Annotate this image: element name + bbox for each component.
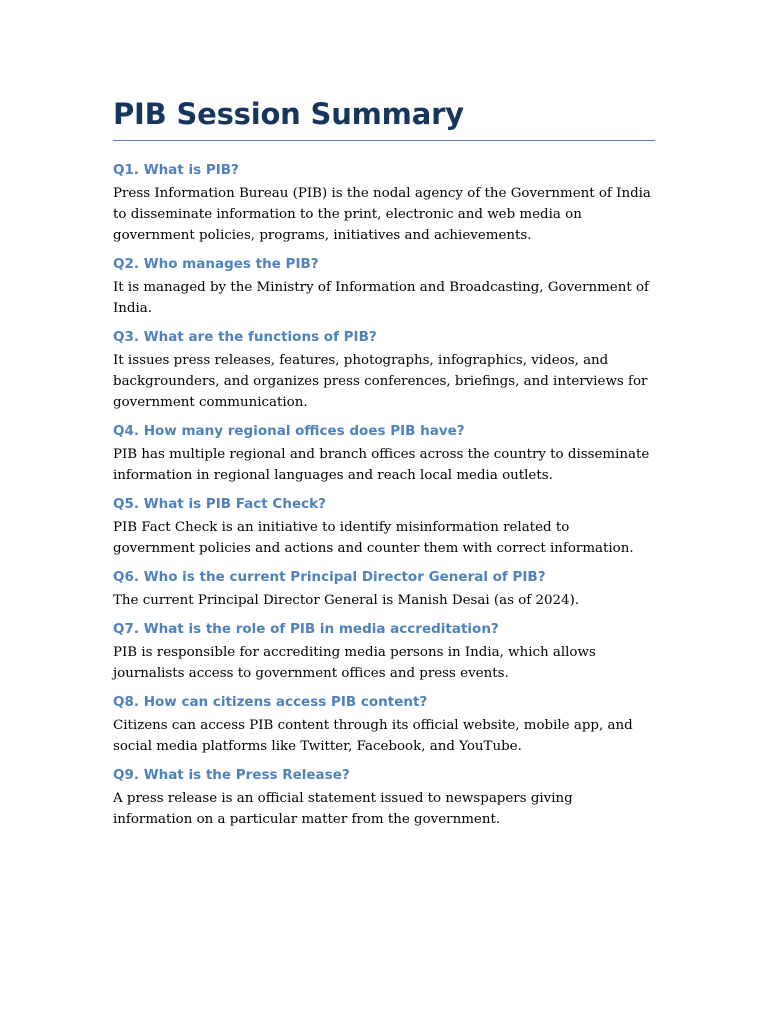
question-heading: Q4. How many regional offices does PIB have?	[113, 423, 465, 439]
qa-item-2	[113, 254, 655, 319]
answer-text: PIB has multiple regional and branch offices across the country to disseminate information in regional languages and reach local media outlets.	[113, 447, 650, 483]
answer-text: The current Principal Director General is Manish Desai (as of 2024).	[113, 593, 580, 608]
question-heading: Q6. Who is the current Principal Director General of PIB?	[113, 569, 546, 585]
qa-list	[113, 160, 655, 830]
qa-item-9	[113, 765, 655, 830]
answer-text: PIB is responsible for accrediting media persons in India, which allows journalists access to government offices and press events.	[113, 645, 596, 681]
document-page	[113, 94, 655, 838]
answer-text: Press Information Bureau (PIB) is the nodal agency of the Government of India to disseminate information to the print, electronic and web media on government policies, programs, initiatives and achievements.	[113, 186, 651, 243]
qa-item-3	[113, 327, 655, 413]
question-heading: Q1. What is PIB?	[113, 162, 239, 178]
qa-item-5	[113, 494, 655, 559]
question-heading: Q5. What is PIB Fact Check?	[113, 496, 326, 512]
answer-text: Citizens can access PIB content through its official website, mobile app, and social media platforms like Twitter, Facebook, and YouTube.	[113, 718, 633, 754]
answer-text: It issues press releases, features, photographs, infographics, videos, and backgrounders, and organizes press conferences, briefings, and interviews for government communication.	[113, 353, 648, 410]
qa-item-1	[113, 160, 655, 246]
question-heading: Q2. Who manages the PIB?	[113, 256, 319, 272]
question-heading: Q7. What is the role of PIB in media accreditation?	[113, 621, 499, 637]
question-heading: Q8. How can citizens access PIB content?	[113, 694, 428, 710]
qa-item-4	[113, 421, 655, 486]
answer-text: PIB Fact Check is an initiative to identify misinformation related to government policies and actions and counter them with correct information.	[113, 520, 634, 556]
qa-item-7	[113, 619, 655, 684]
question-heading: Q9. What is the Press Release?	[113, 767, 350, 783]
document-title: PIB Session Summary	[113, 94, 655, 141]
qa-item-8	[113, 692, 655, 757]
answer-text: A press release is an official statement issued to newspapers giving information on a particular matter from the government.	[113, 791, 573, 827]
qa-item-6	[113, 567, 655, 611]
answer-text: It is managed by the Ministry of Information and Broadcasting, Government of India.	[113, 280, 649, 316]
question-heading: Q3. What are the functions of PIB?	[113, 329, 377, 345]
